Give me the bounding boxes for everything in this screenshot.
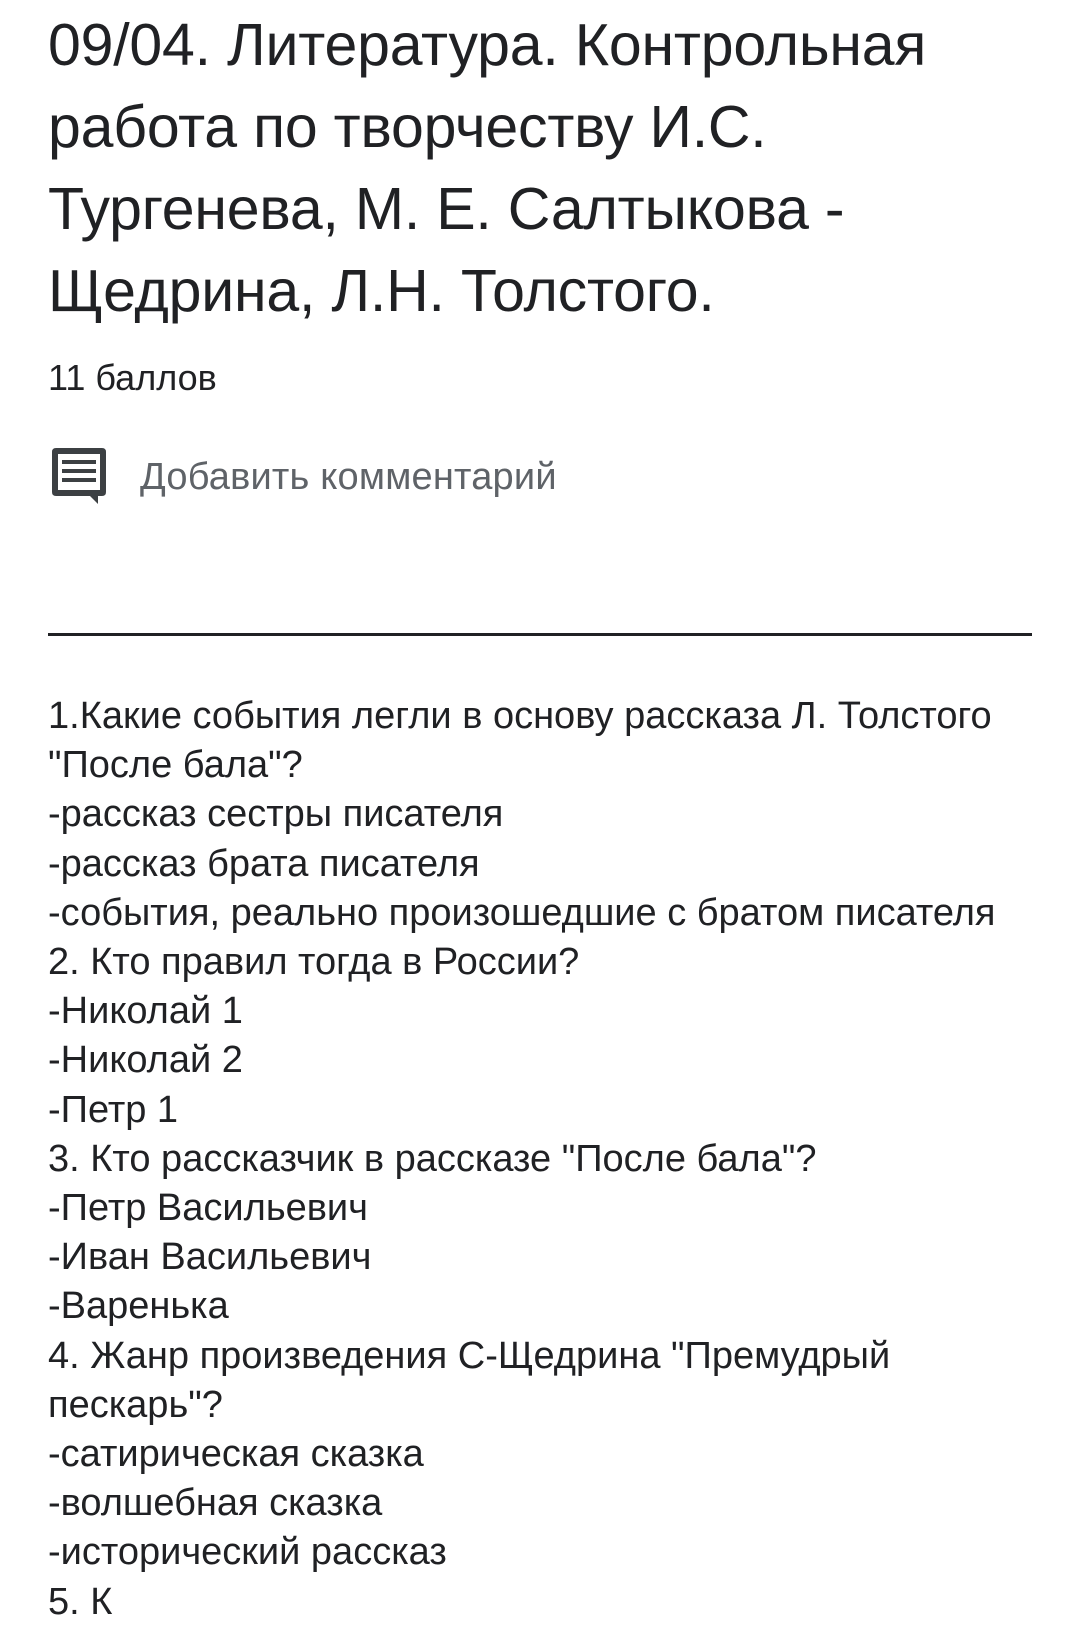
section-divider [48,633,1032,636]
assignment-description: 1.Какие события легли в основу рассказа Л. Толстого "После бала"? -рассказ сестры писателя -рассказ брата писателя -события, реально произошедшие с братом писателя 2. Кто правил тогда в России? -Николай 1 -Николай 2 -Петр 1 3. Кто рассказчик в рассказе "После бала"? -Петр Васильевич -Иван Васильевич -Варенька 4. Жанр произведения С-Щедрина "Премудрый пескарь"? -сатирическая сказка -волшебная сказка -исторический рассказ 5. К [48,695,996,1623]
assignment-page [48,0,1032,1623]
add-comment-label: Добавить комментарий [140,455,557,498]
comment-icon [48,446,110,508]
assignment-title: 09/04. Литература. Контрольная работа по творчеству И.С. Тургенева, М. Е. Салтыкова - Щедрина, Л.Н. Толстого. [48,12,927,324]
points-label: 11 баллов [48,357,217,398]
add-comment-button[interactable] [48,446,1032,508]
